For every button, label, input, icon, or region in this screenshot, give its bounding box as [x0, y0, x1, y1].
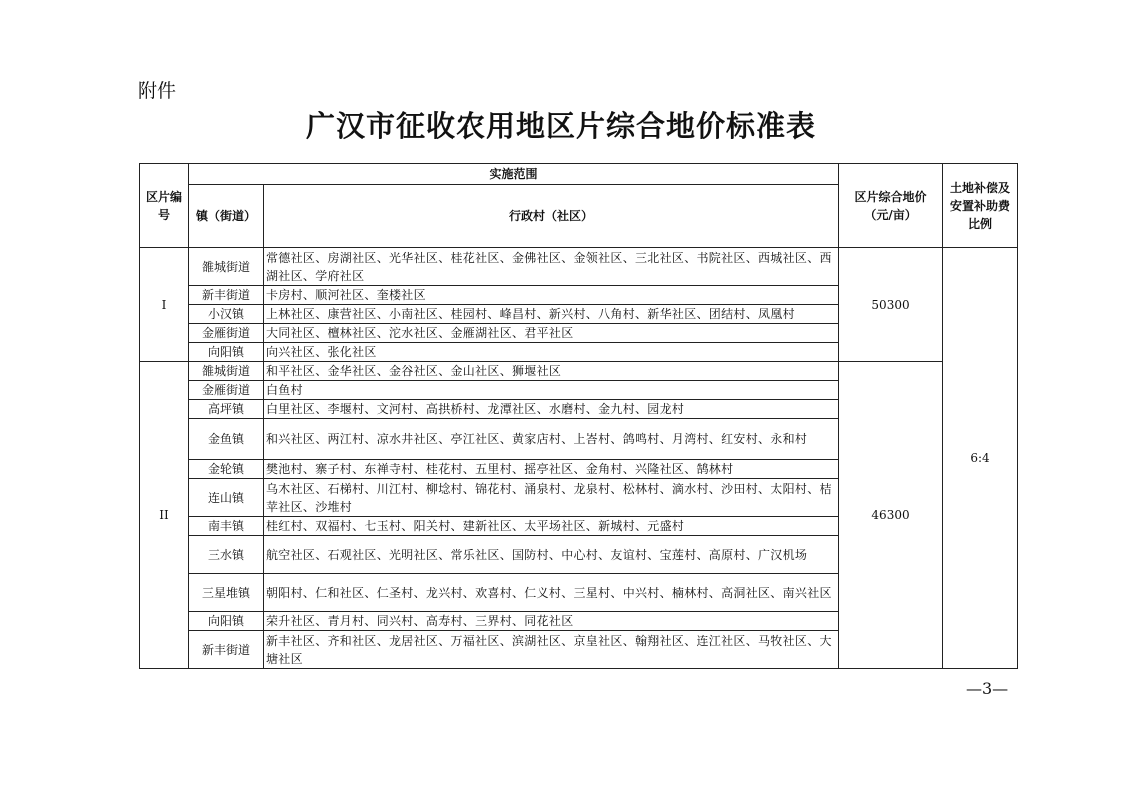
document-title: 广汉市征收农用地区片综合地价标准表 [305, 109, 816, 143]
village-cell: 卡房村、顺河社区、奎楼社区 [264, 286, 839, 305]
town-cell: 连山镇 [189, 479, 264, 517]
zone-code: I [140, 248, 189, 362]
village-cell: 常德社区、房湖社区、光华社区、桂花社区、金佛社区、金领社区、三北社区、书院社区、西城社区、西湖社区、学府社区 [264, 248, 839, 286]
zone-price: 50300 [839, 248, 943, 362]
header-town: 镇（街道） [189, 185, 264, 248]
town-cell: 高坪镇 [189, 400, 264, 419]
table-row [140, 362, 1018, 381]
town-cell: 小汉镇 [189, 305, 264, 324]
village-cell: 乌木社区、石梯村、川江村、柳埝村、锦花村、涌泉村、龙泉村、松林村、滴水村、沙田村、太阳村、桔苹社区、沙堆村 [264, 479, 839, 517]
village-cell: 白鱼村 [264, 381, 839, 400]
town-cell: 新丰街道 [189, 286, 264, 305]
village-cell: 桂红村、双福村、七玉村、阳关村、建新社区、太平场社区、新城村、元盛村 [264, 517, 839, 536]
town-cell: 金鱼镇 [189, 419, 264, 460]
town-cell: 金雁街道 [189, 324, 264, 343]
land-price-table [139, 163, 1018, 669]
village-cell: 新丰社区、齐和社区、龙居社区、万福社区、滨湖社区、京皇社区、翰翔社区、连江社区、马牧社区、大塘社区 [264, 631, 839, 669]
page-number: —3— [966, 679, 1009, 698]
village-cell: 白里社区、李堰村、文河村、高拱桥村、龙潭社区、水磨村、金九村、园龙村 [264, 400, 839, 419]
village-cell: 向兴社区、张化社区 [264, 343, 839, 362]
town-cell: 金轮镇 [189, 460, 264, 479]
town-cell: 三星堆镇 [189, 574, 264, 612]
village-cell: 荣升社区、青月村、同兴村、高寿村、三界村、同花社区 [264, 612, 839, 631]
compensation-ratio: 6:4 [943, 248, 1018, 669]
town-cell: 新丰街道 [189, 631, 264, 669]
zone-price: 46300 [839, 362, 943, 669]
town-cell: 金雁街道 [189, 381, 264, 400]
zone-code: II [140, 362, 189, 669]
town-cell: 向阳镇 [189, 343, 264, 362]
town-cell: 向阳镇 [189, 612, 264, 631]
header-scope: 实施范围 [189, 164, 839, 185]
town-cell: 雒城街道 [189, 362, 264, 381]
header-ratio: 土地补偿及安置补助费比例 [943, 164, 1018, 248]
village-cell: 大同社区、檀林社区、沱水社区、金雁湖社区、君平社区 [264, 324, 839, 343]
village-cell: 朝阳村、仁和社区、仁圣村、龙兴村、欢喜村、仁义村、三星村、中兴村、楠林村、高洞社区、南兴社区 [264, 574, 839, 612]
town-cell: 南丰镇 [189, 517, 264, 536]
village-cell: 航空社区、石观社区、光明社区、常乐社区、国防村、中心村、友谊村、宝莲村、高原村、广汉机场 [264, 536, 839, 574]
village-cell: 上林社区、康营社区、小南社区、桂园村、峰昌村、新兴村、八角村、新华社区、团结村、凤凰村 [264, 305, 839, 324]
header-village: 行政村（社区） [264, 185, 839, 248]
village-cell: 和兴社区、两江村、凉水井社区、亭江社区、黄家店村、上峇村、鸽鸣村、月湾村、红安村、永和村 [264, 419, 839, 460]
header-zone-code: 区片编号 [140, 164, 189, 248]
attachment-label: 附件 [138, 80, 177, 102]
village-cell: 樊池村、寨子村、东禅寺村、桂花村、五里村、摇亭社区、金角村、兴隆社区、鹄林村 [264, 460, 839, 479]
header-price: 区片综合地价（元/亩） [839, 164, 943, 248]
town-cell: 三水镇 [189, 536, 264, 574]
village-cell: 和平社区、金华社区、金谷社区、金山社区、狮堰社区 [264, 362, 839, 381]
town-cell: 雒城街道 [189, 248, 264, 286]
table-row [140, 248, 1018, 286]
